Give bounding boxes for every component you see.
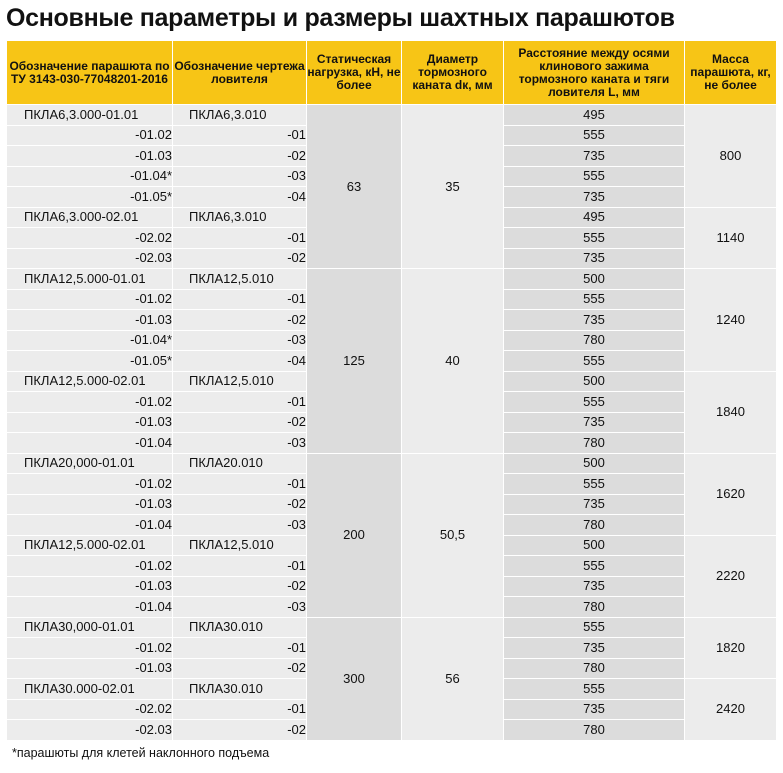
- drawing-cell: -01: [173, 228, 307, 249]
- mass-cell: 1820: [685, 617, 777, 679]
- footnote: *парашюты для клетей наклонного подъема: [12, 746, 270, 760]
- distance-cell: 780: [504, 433, 685, 454]
- drawing-cell: -02: [173, 412, 307, 433]
- diameter-cell: 50,5: [402, 453, 504, 617]
- drawing-cell: -01: [173, 392, 307, 413]
- designation-cell: ПКЛА30,000-01.01: [7, 617, 173, 638]
- drawing-cell: ПКЛА12,5.010: [173, 269, 307, 290]
- mass-cell: 1140: [685, 207, 777, 269]
- designation-cell: -01.03: [7, 576, 173, 597]
- distance-cell: 735: [504, 494, 685, 515]
- distance-cell: 555: [504, 474, 685, 495]
- designation-cell: -01.03: [7, 146, 173, 167]
- distance-cell: 735: [504, 576, 685, 597]
- designation-cell: ПКЛА6,3.000-01.01: [7, 105, 173, 126]
- diameter-cell: 35: [402, 105, 504, 269]
- drawing-cell: -02: [173, 494, 307, 515]
- designation-cell: -01.03: [7, 310, 173, 331]
- table-row: [7, 453, 777, 474]
- drawing-cell: -04: [173, 351, 307, 372]
- load-cell: 125: [307, 269, 402, 454]
- diameter-cell: 56: [402, 617, 504, 740]
- load-cell: 200: [307, 453, 402, 617]
- table-row: [7, 269, 777, 290]
- distance-cell: 500: [504, 535, 685, 556]
- designation-cell: -01.04*: [7, 166, 173, 187]
- distance-cell: 500: [504, 453, 685, 474]
- distance-cell: 555: [504, 392, 685, 413]
- distance-cell: 555: [504, 679, 685, 700]
- table-row: [7, 105, 777, 126]
- distance-cell: 780: [504, 720, 685, 741]
- designation-cell: ПКЛА20,000-01.01: [7, 453, 173, 474]
- drawing-cell: -01: [173, 699, 307, 720]
- drawing-cell: -01: [173, 289, 307, 310]
- designation-cell: ПКЛА12,5.000-02.01: [7, 535, 173, 556]
- table-row: [7, 617, 777, 638]
- drawing-cell: ПКЛА6,3.010: [173, 105, 307, 126]
- distance-cell: 555: [504, 125, 685, 146]
- drawing-cell: -03: [173, 166, 307, 187]
- drawing-cell: -01: [173, 638, 307, 659]
- header-row: [7, 41, 777, 105]
- diameter-cell: 40: [402, 269, 504, 454]
- header-load: Статическая нагрузка, кН, не более: [307, 41, 402, 105]
- distance-cell: 735: [504, 638, 685, 659]
- designation-cell: -01.05*: [7, 187, 173, 208]
- load-cell: 300: [307, 617, 402, 740]
- designation-cell: ПКЛА12,5.000-01.01: [7, 269, 173, 290]
- designation-cell: -01.04*: [7, 330, 173, 351]
- designation-cell: -01.04: [7, 515, 173, 536]
- distance-cell: 500: [504, 269, 685, 290]
- distance-cell: 555: [504, 289, 685, 310]
- mass-cell: 800: [685, 105, 777, 208]
- designation-cell: -01.02: [7, 289, 173, 310]
- distance-cell: 735: [504, 187, 685, 208]
- mass-cell: 2420: [685, 679, 777, 741]
- designation-cell: -01.02: [7, 474, 173, 495]
- drawing-cell: -02: [173, 576, 307, 597]
- distance-cell: 495: [504, 105, 685, 126]
- distance-cell: 735: [504, 699, 685, 720]
- designation-cell: ПКЛА6,3.000-02.01: [7, 207, 173, 228]
- designation-cell: -01.03: [7, 412, 173, 433]
- designation-cell: -02.02: [7, 699, 173, 720]
- parameters-table: [6, 40, 777, 741]
- mass-cell: 1840: [685, 371, 777, 453]
- distance-cell: 555: [504, 228, 685, 249]
- distance-cell: 555: [504, 351, 685, 372]
- drawing-cell: -02: [173, 248, 307, 269]
- header-mass: Масса парашюта, кг, не более: [685, 41, 777, 105]
- distance-cell: 555: [504, 166, 685, 187]
- distance-cell: 495: [504, 207, 685, 228]
- drawing-cell: -04: [173, 187, 307, 208]
- drawing-cell: ПКЛА20.010: [173, 453, 307, 474]
- drawing-cell: ПКЛА12,5.010: [173, 371, 307, 392]
- distance-cell: 780: [504, 330, 685, 351]
- drawing-cell: -02: [173, 658, 307, 679]
- drawing-cell: -03: [173, 597, 307, 618]
- drawing-cell: -03: [173, 515, 307, 536]
- distance-cell: 735: [504, 248, 685, 269]
- drawing-cell: -02: [173, 310, 307, 331]
- designation-cell: -02.03: [7, 720, 173, 741]
- distance-cell: 735: [504, 310, 685, 331]
- header-designation: Обозначение парашюта по ТУ 3143-030-77048201-2016: [7, 41, 173, 105]
- page-title: Основные параметры и размеры шахтных парашютов: [6, 4, 675, 32]
- table-body: [7, 105, 777, 741]
- distance-cell: 780: [504, 658, 685, 679]
- designation-cell: -02.03: [7, 248, 173, 269]
- designation-cell: -02.02: [7, 228, 173, 249]
- load-cell: 63: [307, 105, 402, 269]
- designation-cell: -01.05*: [7, 351, 173, 372]
- designation-cell: -01.04: [7, 433, 173, 454]
- drawing-cell: ПКЛА12,5.010: [173, 535, 307, 556]
- distance-cell: 500: [504, 371, 685, 392]
- drawing-cell: ПКЛА30.010: [173, 617, 307, 638]
- drawing-cell: -02: [173, 720, 307, 741]
- drawing-cell: ПКЛА30.010: [173, 679, 307, 700]
- distance-cell: 780: [504, 597, 685, 618]
- drawing-cell: -01: [173, 474, 307, 495]
- drawing-cell: ПКЛА6,3.010: [173, 207, 307, 228]
- drawing-cell: -03: [173, 433, 307, 454]
- mass-cell: 1620: [685, 453, 777, 535]
- mass-cell: 1240: [685, 269, 777, 372]
- designation-cell: -01.02: [7, 392, 173, 413]
- distance-cell: 780: [504, 515, 685, 536]
- designation-cell: ПКЛА30.000-02.01: [7, 679, 173, 700]
- designation-cell: -01.03: [7, 494, 173, 515]
- designation-cell: -01.02: [7, 638, 173, 659]
- distance-cell: 735: [504, 146, 685, 167]
- distance-cell: 555: [504, 617, 685, 638]
- designation-cell: ПКЛА12,5.000-02.01: [7, 371, 173, 392]
- designation-cell: -01.02: [7, 556, 173, 577]
- drawing-cell: -01: [173, 125, 307, 146]
- distance-cell: 735: [504, 412, 685, 433]
- drawing-cell: -01: [173, 556, 307, 577]
- designation-cell: -01.03: [7, 658, 173, 679]
- drawing-cell: -03: [173, 330, 307, 351]
- designation-cell: -01.04: [7, 597, 173, 618]
- header-distance: Расстояние между осями клинового зажима тормозного каната и тяги ловителя L, мм: [504, 41, 685, 105]
- header-drawing: Обозначение чертежа ловителя: [173, 41, 307, 105]
- drawing-cell: -02: [173, 146, 307, 167]
- header-diameter: Диаметр тормозного каната dк, мм: [402, 41, 504, 105]
- mass-cell: 2220: [685, 535, 777, 617]
- designation-cell: -01.02: [7, 125, 173, 146]
- distance-cell: 555: [504, 556, 685, 577]
